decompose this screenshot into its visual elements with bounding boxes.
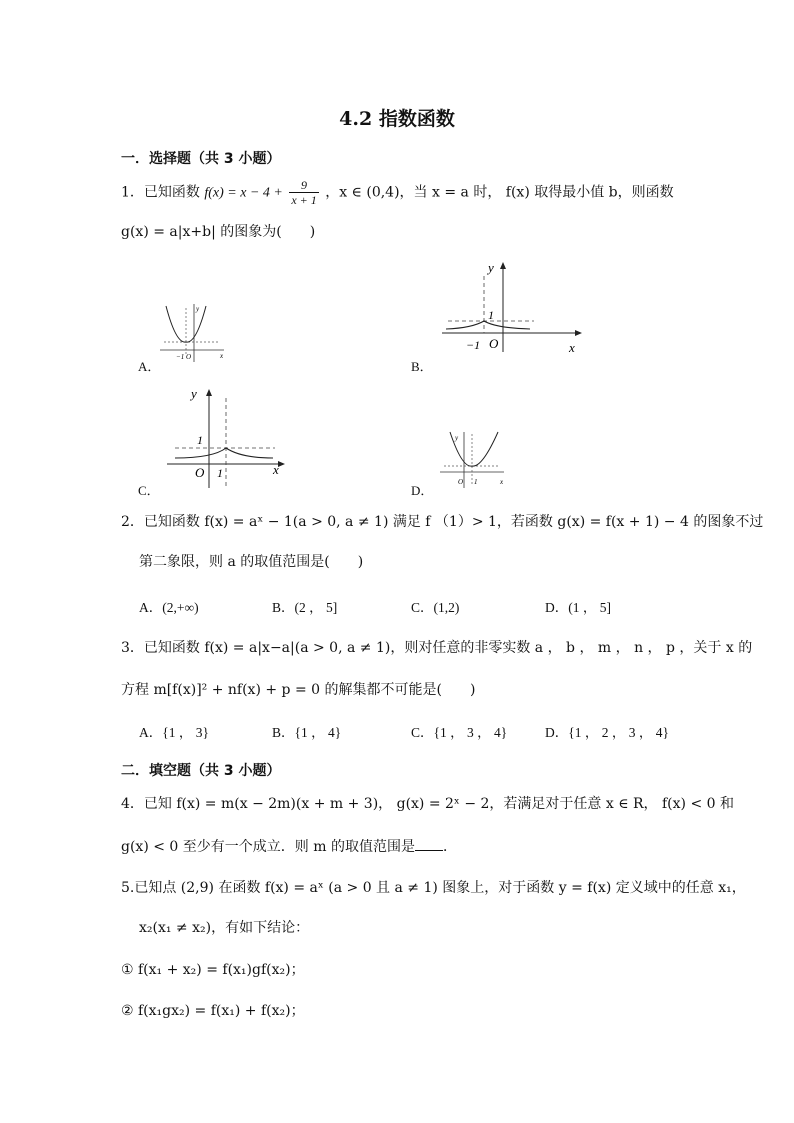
graph-b-x-label: x [569,340,575,354]
graph-c-curve [175,448,273,458]
q2-option-d[interactable]: D．(1 ， 5] [545,600,611,615]
q1-option-c-label[interactable]: C． [138,483,160,498]
q4-line1: 4．已知 f(x) = m(x − 2m)(x + m + 3)， g(x) = 2ˣ − 2，若满足对于任意 x ∈ R， f(x) < 0 和 [121,796,734,812]
graph-b-one-label: 1 [488,308,494,322]
q2-option-b[interactable]: B．(2 ， 5] [272,600,338,615]
graph-d-origin-label: O [458,478,464,486]
graph-b-x-arrow [575,330,582,336]
graph-c-y-label: y [191,386,197,401]
q4-line2-text: g(x) < 0 至少有一个成立．则 m 的取值范围是 [121,839,415,855]
graph-b-curve [446,321,530,329]
section-multiple-choice: 一．选择题（共 3 小题） [121,151,281,167]
graph-a[interactable] [158,300,228,364]
graph-c-tick-label: 1 [217,466,223,480]
graph-d[interactable] [438,428,508,492]
graph-d-tick-label: 1 [474,478,478,486]
graph-c-x-label: x [273,462,279,477]
graph-a-x-label: x [220,352,224,360]
graph-b-neg1-label: −1 [466,338,481,352]
q1-domain-text: ，x ∈ (0,4)，当 x = a 时， f(x) 取得最小值 b，则函数 [325,184,674,201]
q4-line2 [121,836,457,857]
graph-b[interactable] [438,258,588,354]
q1-frac-numerator: 9 [289,178,318,193]
q1-fraction [289,178,318,207]
q5-conclusion-1: ① f(x₁ + x₂) = f(x₁)gf(x₂)； [121,962,305,978]
graph-b-y-label: y [488,260,494,275]
q1-option-a-label[interactable]: A． [138,359,161,374]
q3-option-b[interactable]: B．{1 ， 4} [272,725,342,740]
q1-option-b-label[interactable]: B． [411,359,433,374]
q4-line2-end: ． [442,839,457,855]
q5-conclusion-2: ② f(x₁gx₂) = f(x₁) + f(x₂)； [121,1003,305,1019]
graph-a-y-label: y [196,305,200,313]
graph-b-origin-label: O [489,336,499,351]
q2-option-c[interactable]: C．(1,2) [411,600,460,615]
section-fill-in: 二．填空题（共 3 小题） [121,763,281,779]
q1-prefix: 1．已知函数 [121,184,200,201]
graph-c-y-arrow [206,389,212,396]
q1-line1 [121,178,674,207]
graph-c-one-label: 1 [197,433,203,447]
q1-function-def: f(x) = x − 4 + [204,185,283,201]
q2-line2: 第二象限，则 a 的取值范围是( ) [139,554,364,570]
graph-b-y-arrow [500,262,506,269]
graph-c-origin-label: O [195,465,205,480]
q3-line2: 方程 m[f(x)]² + nf(x) + p = 0 的解集都不可能是( ) [121,682,476,698]
q3-line1: 3．已知函数 f(x) = a|x−a|(a > 0, a ≠ 1)，则对任意的非零实数 a ， b ， m ， n ， p ，关于 x 的 [121,640,753,656]
q2-line1: 2．已知函数 f(x) = aˣ − 1(a > 0, a ≠ 1) 满足 f （1）> 1，若函数 g(x) = f(x + 1) − 4 的图象不过 [121,514,764,530]
graph-c-x-arrow [278,461,285,467]
q4-answer-blank[interactable] [415,836,443,851]
q2-option-a[interactable]: A．(2,+∞) [139,600,199,615]
q3-option-c[interactable]: C．{1 ， 3 ， 4} [411,725,508,740]
q3-option-d[interactable]: D．{1 ， 2 ， 3 ， 4} [545,725,669,740]
q5-line1: 5.已知点 (2,9) 在函数 f(x) = aˣ (a > 0 且 a ≠ 1) 图象上，对于函数 y = f(x) 定义域中的任意 x₁， [121,880,746,896]
graph-c[interactable] [163,384,291,490]
graph-d-x-label: x [500,478,504,486]
graph-d-y-label: y [455,434,459,442]
q1-option-d-label[interactable]: D． [411,483,434,498]
page-title: 4.2 指数函数 [339,108,455,130]
q5-line2: x₂(x₁ ≠ x₂)，有如下结论： [139,920,310,936]
q1-frac-denominator: x + 1 [291,193,317,207]
q1-line2: g(x) = a|x+b| 的图象为( ) [121,224,316,240]
graph-a-tick-label: −1 O [176,353,192,361]
q3-option-a[interactable]: A．{1 ， 3} [139,725,209,740]
